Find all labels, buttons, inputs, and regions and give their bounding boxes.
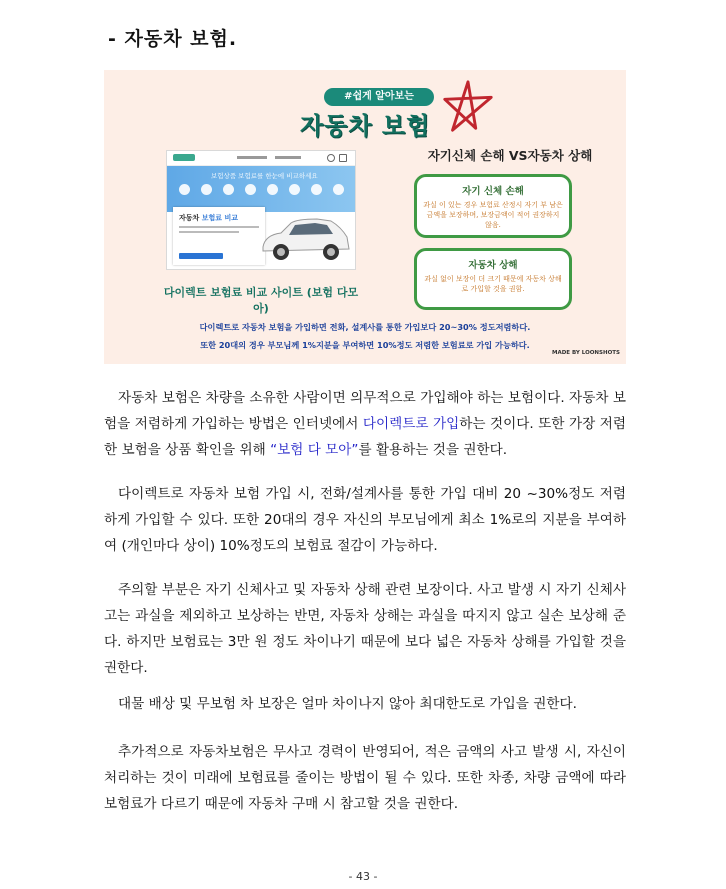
site-caption: 다이렉트 보험료 비교 사이트 (보험 다모아)	[163, 286, 359, 315]
highlight-direct: 다이렉트로 가입	[362, 416, 460, 432]
star-icon	[439, 78, 497, 136]
box-auto-injury-text: 과실 없이 보장이 더 크기 때문에 자동차 상해로 가입할 것을 권함.	[424, 275, 562, 293]
paragraph-5: 추가적으로 자동차보험은 무사고 경력이 반영되어, 적은 금액의 사고 발생 시, 자신이 처리하는 것이 미래에 보험료를 줄이는 방법이 될 수 있다. 또한 차종, 차량 금액에 따라 보험료가 다르기 때문에 자동차 구매 시 참고할 것을 권한다.	[104, 744, 626, 812]
site-card	[173, 207, 265, 265]
site-logo	[173, 154, 195, 161]
paragraph-1: 자동차 보험은 차량을 소유한 사람이면 의무적으로 가입해야 하는 보험이다. 자동차 보험을 저렴하게 가입하는 방법은 인터넷에서 다이렉트로 가입하는 것이다. 또한 가장 저렴한 보험을 상품 확인을 위해 “보험 다 모아”를 활용하는 것을 권한다.	[104, 390, 626, 458]
category-icon	[179, 184, 190, 195]
website-screenshot	[166, 150, 356, 270]
page-number: - 43 -	[348, 870, 378, 883]
site-nav-item	[275, 156, 301, 159]
category-icon	[311, 184, 322, 195]
infographic-tag: #쉽게 알아보는	[324, 88, 434, 106]
category-icon	[245, 184, 256, 195]
site-card-button	[179, 253, 223, 259]
site-card-line	[179, 231, 239, 233]
category-icon	[333, 184, 344, 195]
car-icon	[257, 207, 353, 267]
site-header	[167, 151, 355, 166]
category-icon	[289, 184, 300, 195]
box-auto-injury	[414, 248, 572, 310]
infographic	[104, 70, 626, 364]
box-self-injury-text: 과실 이 있는 경우 보험료 산정시 자기 부 남은 금액을 보장하며, 보장금액이 적어 권장하지 않음.	[423, 201, 563, 229]
infographic-note-2: 또한 20대의 경우 부모님께 1%지분을 부여하면 10%정도 저렴한 보험료로 가입 가능하다.	[200, 340, 530, 350]
site-card-title: 자동차 보험료 비교	[179, 214, 238, 222]
site-hero	[167, 166, 355, 212]
category-icon	[201, 184, 212, 195]
infographic-credit: MADE BY LOONSHOTS	[552, 350, 620, 356]
category-icon	[267, 184, 278, 195]
paragraph-3: 주의할 부분은 자기 신체사고 및 자동차 상해 관련 보장이다. 사고 발생 시 자기 신체사고는 과실을 제외하고 보상하는 반면, 자동차 상해는 과실을 따지지 않고 실손 보상해 준다. 하지만 보험료는 3만 원 정도 차이나기 때문에 보다 넓은 자동차 상해를 가입할 것을 권한다.	[104, 582, 626, 676]
site-card-line	[179, 226, 259, 228]
box-self-injury-title: 자기 신체 손해	[462, 186, 524, 197]
infographic-title: 자동차 보험	[300, 112, 431, 140]
menu-icon	[339, 154, 347, 162]
section-heading: - 자동차 보험.	[108, 28, 238, 50]
search-icon	[327, 154, 335, 162]
category-icon	[223, 184, 234, 195]
paragraph-2: 다이렉트로 자동차 보험 가입 시, 전화/설계사를 통한 가입 대비 20 ~30%정도 저렴하게 가입할 수 있다. 또한 20대의 경우 자신의 부모님에게 최소 1%로의 지분을 부여하여 (개인마다 상이) 10%정도의 보험료 절감이 가능하다.	[104, 486, 626, 554]
box-auto-injury-title: 자동차 상해	[468, 260, 518, 271]
site-nav-item	[237, 156, 267, 159]
site-hero-text: 보험상품 보험료를 한눈에 비교하세요	[211, 172, 318, 180]
highlight-site-name: “보험 다 모아”	[270, 442, 359, 458]
paragraph-4: 대물 배상 및 무보험 차 보장은 얼마 차이나지 않아 최대한도로 가입을 권한다.	[118, 696, 577, 712]
box-self-injury	[414, 174, 572, 238]
infographic-note-1: 다이렉트로 자동차 보험을 가입하면 전화, 설계사를 통한 가입보다 20~30% 정도저렴하다.	[199, 322, 531, 332]
compare-title: 자기신체 손해 VS자동차 상해	[427, 148, 593, 163]
